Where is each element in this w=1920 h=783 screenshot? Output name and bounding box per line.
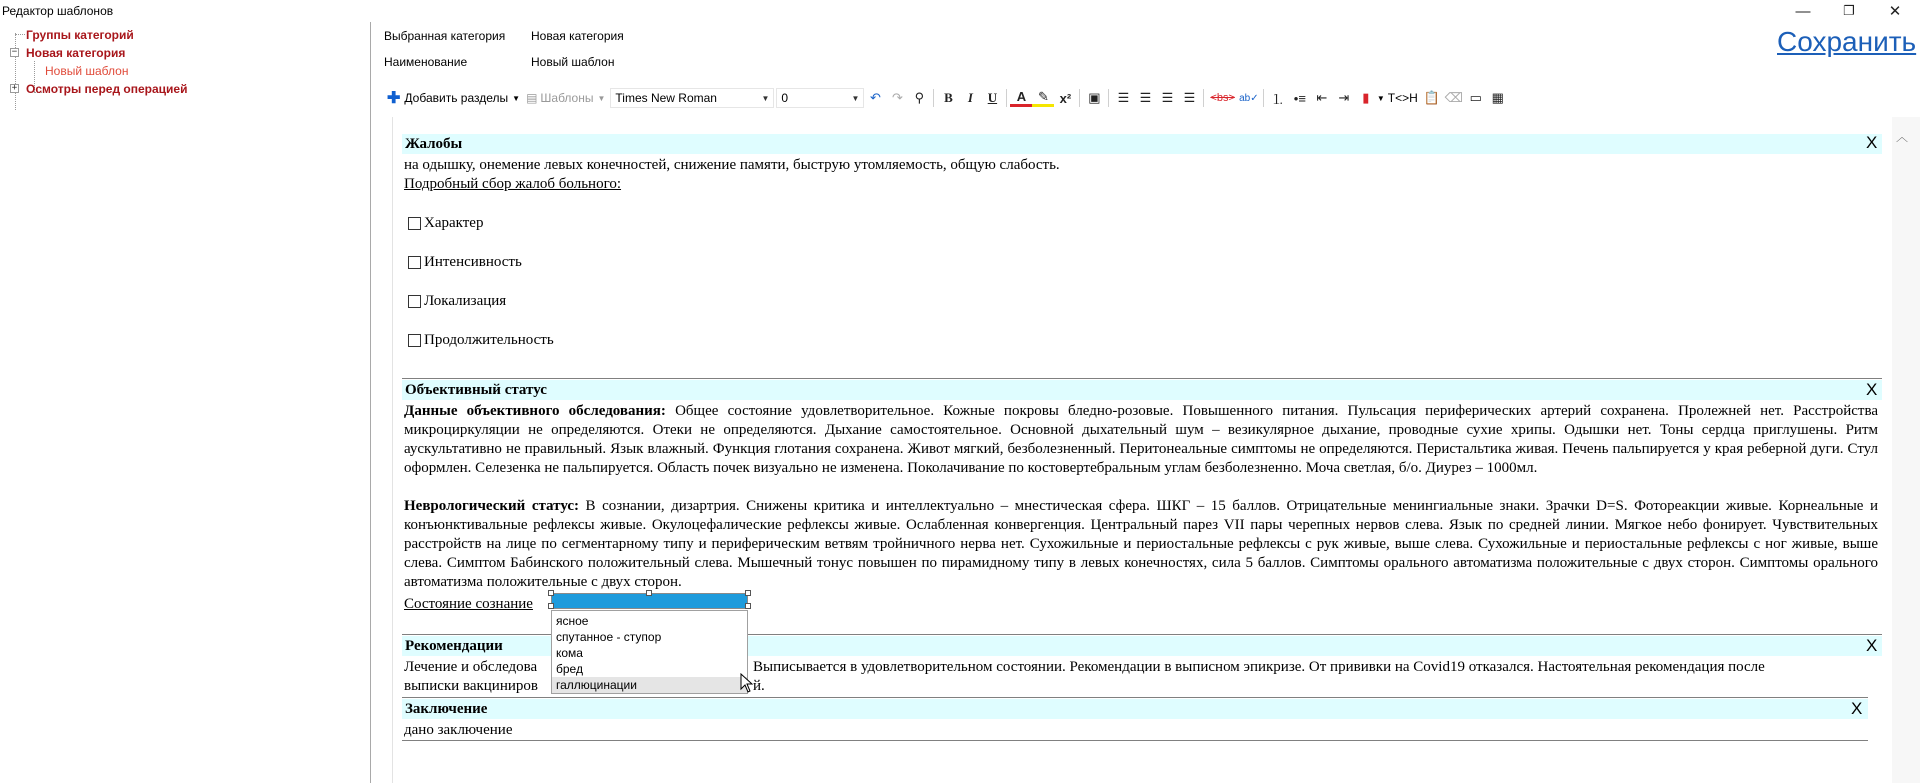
tree-item-new-category[interactable]: Новая категория <box>26 46 126 60</box>
checkbox-label: Характер <box>424 215 484 231</box>
font-color-icon[interactable]: A <box>1010 89 1032 107</box>
close-section-button[interactable]: X <box>1866 380 1878 399</box>
find-icon[interactable]: ⚲ <box>914 90 925 105</box>
title-bar <box>0 0 1920 22</box>
align-right-icon[interactable]: ☰ <box>1161 90 1174 105</box>
option-item[interactable]: спутанное - ступор <box>556 630 662 644</box>
section-divider <box>402 697 1868 698</box>
checkbox-intensity[interactable] <box>408 254 522 271</box>
option-item[interactable]: ясное <box>556 614 589 628</box>
paste-icon[interactable]: 📋 <box>1423 90 1440 105</box>
checkbox-box[interactable] <box>408 295 421 308</box>
section-complaints-header <box>402 134 1882 154</box>
bullet-list-icon[interactable]: •≡ <box>1293 90 1306 106</box>
font-size-value: 0 <box>781 91 789 105</box>
selected-category-label: Выбранная категория <box>384 29 506 43</box>
resize-handle[interactable] <box>745 603 751 609</box>
neuro-label: Неврологический статус: <box>404 498 580 514</box>
strikethrough-icon[interactable] <box>1207 87 1237 109</box>
name-label: Наименование <box>384 55 468 69</box>
text-html-icon[interactable] <box>1385 87 1421 109</box>
templates-icon: ▤ <box>526 91 538 105</box>
add-sections-label: Добавить разделы <box>404 91 509 105</box>
add-sections-button[interactable] <box>384 87 523 109</box>
checkbox-label: Локализация <box>424 293 507 309</box>
text-html-label: T<>H <box>1387 91 1418 105</box>
templates-label: Шаблоны <box>540 91 594 105</box>
section-title: Жалобы <box>405 135 463 152</box>
exam-text: Общее состояние удовлетворительное. Кожные покровы бледно-розовые. Повышенного питания. Пульсация периферических артерий сохранена. Пролежней нет. Расстройства микроциркуляции не определяются. Отеки не определяются. Дыхание самостоятельное. Основной дыхательный шум – везикулярное дыхание, проводные сухие хрипы. Одышки нет. Тоны сердца приглушены. Ритм аускультативно не правильный. Язык влажный. Функция глотания сохранена. Живот мягкий, безболезненный. Перитонеальные симптомы не определяются. Перистальтика живая. Печень пальпируется у края реберной дуги. Стул оформлен. Селезенка не пальпируется. Область почек визуально не изменена. Поколачивание по костовертебральным углам безболезненно. Моча светлая, б/о. Диурез – 1000мл. <box>404 403 1878 476</box>
category-tree[interactable] <box>0 22 371 783</box>
tree-item-new-template[interactable]: Новый шаблон <box>45 64 129 78</box>
name-value[interactable]: Новый шаблон <box>531 55 615 69</box>
chevron-down-icon[interactable]: ▼ <box>1376 93 1385 103</box>
align-left-icon[interactable]: ☰ <box>1117 90 1130 105</box>
window-title: Редактор шаблонов <box>2 4 114 18</box>
numbered-list-icon[interactable]: ⒈ <box>1271 91 1285 107</box>
expand-icon[interactable]: + <box>11 83 18 93</box>
plus-icon: ✚ <box>387 90 401 107</box>
checkbox-box[interactable] <box>408 334 421 347</box>
checkbox-box[interactable] <box>408 217 421 230</box>
resize-handle[interactable] <box>646 590 652 596</box>
page-color-icon[interactable]: ▮ <box>1362 90 1370 105</box>
save-link[interactable]: Сохранить <box>1777 26 1917 57</box>
undo-icon[interactable]: ↶ <box>869 90 881 105</box>
checkbox-character[interactable] <box>408 215 483 232</box>
option-item[interactable]: кома <box>556 646 583 660</box>
checkbox-label: Продолжительность <box>424 332 554 348</box>
option-item-hovered[interactable]: галлюцинации <box>552 677 747 693</box>
spellcheck-icon[interactable]: ab✓ <box>1239 92 1259 104</box>
recommendations-line2-end: й. <box>753 678 765 694</box>
consciousness-label: Состояние сознание <box>404 596 533 612</box>
recommendations-line2-start: выписки вакциниров <box>404 678 538 694</box>
section-objective-header <box>402 380 1882 400</box>
minimize-button[interactable]: — <box>1795 2 1811 20</box>
resize-handle[interactable] <box>548 603 554 609</box>
option-item[interactable]: бред <box>556 662 583 676</box>
objective-exam-paragraph <box>404 402 1878 478</box>
consciousness-options-list[interactable] <box>551 610 748 694</box>
checkbox-duration[interactable] <box>408 332 554 349</box>
bold-icon[interactable]: B <box>944 90 953 105</box>
outdent-icon[interactable]: ⇤ <box>1316 90 1328 105</box>
underline-icon[interactable]: U <box>987 90 998 105</box>
eraser-icon[interactable]: ⌫ <box>1444 90 1463 105</box>
resize-handle[interactable] <box>745 590 751 596</box>
chevron-down-icon: ▼ <box>761 93 770 103</box>
close-section-button[interactable]: X <box>1851 699 1863 718</box>
section-title: Рекомендации <box>405 637 503 654</box>
align-justify-icon[interactable]: ☰ <box>1183 90 1196 105</box>
image-icon[interactable]: ▣ <box>1088 90 1101 105</box>
mouse-cursor-icon <box>740 673 754 693</box>
section-divider <box>402 740 1868 741</box>
vertical-scrollbar[interactable] <box>1892 117 1920 783</box>
checkbox-label: Интенсивность <box>424 254 522 270</box>
selected-category-value: Новая категория <box>531 29 624 43</box>
highlight-icon[interactable]: ✎ <box>1032 89 1054 107</box>
indent-icon[interactable]: ⇥ <box>1338 90 1350 105</box>
font-family-select[interactable] <box>610 88 774 108</box>
chevron-down-icon: ▼ <box>597 93 606 103</box>
checkbox-localization[interactable] <box>408 293 506 310</box>
close-section-button[interactable]: X <box>1866 133 1878 152</box>
tree-item-preop-exams[interactable]: Осмотры перед операцией <box>26 82 188 96</box>
align-center-icon[interactable]: ☰ <box>1139 90 1152 105</box>
redo-icon[interactable]: ↷ <box>891 90 903 105</box>
recommendations-line-end: Выписывается в удовлетворительном состоянии. Рекомендации в выписном эпикризе. От прививки на Covid19 отказался. Настоятельная рекомендация после <box>753 659 1765 675</box>
collapse-icon[interactable]: − <box>11 47 18 57</box>
conclusion-text: дано заключение <box>404 722 513 738</box>
superscript-icon[interactable]: x² <box>1059 90 1072 106</box>
restore-button[interactable]: ❐ <box>1843 3 1855 18</box>
italic-icon[interactable]: I <box>967 90 973 105</box>
tree-item-category-groups[interactable]: Группы категорий <box>26 28 134 42</box>
section-divider <box>402 378 1882 379</box>
editor-toolbar <box>384 85 1920 111</box>
complaints-text: на одышку, онемение левых конечностей, снижение памяти, быструю утомляемость, общую слабость. <box>404 157 1060 173</box>
complaints-subheading: Подробный сбор жалоб больного: <box>404 176 622 192</box>
table-icon[interactable]: ▦ <box>1491 90 1504 105</box>
strike-label: <bs> <box>1210 92 1235 104</box>
exam-label: Данные объективного обследования: <box>404 403 666 419</box>
section-title: Объективный статус <box>405 381 547 398</box>
close-window-button[interactable]: ✕ <box>1888 3 1902 20</box>
chevron-down-icon: ▼ <box>512 93 521 103</box>
templates-button[interactable] <box>523 87 608 109</box>
chevron-down-icon: ▼ <box>851 93 860 103</box>
resize-handle[interactable] <box>548 590 554 596</box>
recommendations-line-start: Лечение и обследова <box>404 659 538 675</box>
neuro-text: В сознании, дизартрия. Снижены критика и интеллектуально – мнестическая сфера. ШКГ – 15 баллов. Отрицательные менингиальные знаки. Зрачки D=S. Фотореакции живые. Корнеальные и конъюнктивальные рефлексы живые. Окулоцефалические рефлексы живые. Ослабленная конвергенция. Центральный парез VII пары черепных нервов слева. Язык по средней линии. Мягкое небо фонирует. Чувствительных расстройств на лице по сегментарному типу и периферическим ветвям тройничного нерва нет. Сухожильные и периостальные рефлексы с рук живые, выше слева. Сухожильные и периостальные рефлексы с ног живые, выше слева. Симптом Бабинского положительный слева. Мышечный тонус повышен по пирамидному типу в левых конечностях, сила 5 баллов. Симптомы орального автоматизма положительные с двух сторон. Симптомы орального автоматизма положительные с двух сторон. <box>404 498 1878 590</box>
neuro-status-paragraph <box>404 497 1878 592</box>
close-section-button[interactable]: X <box>1866 636 1878 655</box>
scroll-up-icon[interactable]: ︿ <box>1896 130 1909 144</box>
section-title: Заключение <box>405 700 488 717</box>
font-size-select[interactable] <box>776 88 864 108</box>
checkbox-box[interactable] <box>408 256 421 269</box>
section-conclusion-header <box>402 699 1868 719</box>
field-icon[interactable]: ▭ <box>1469 90 1482 105</box>
font-family-value: Times New Roman <box>615 91 717 105</box>
